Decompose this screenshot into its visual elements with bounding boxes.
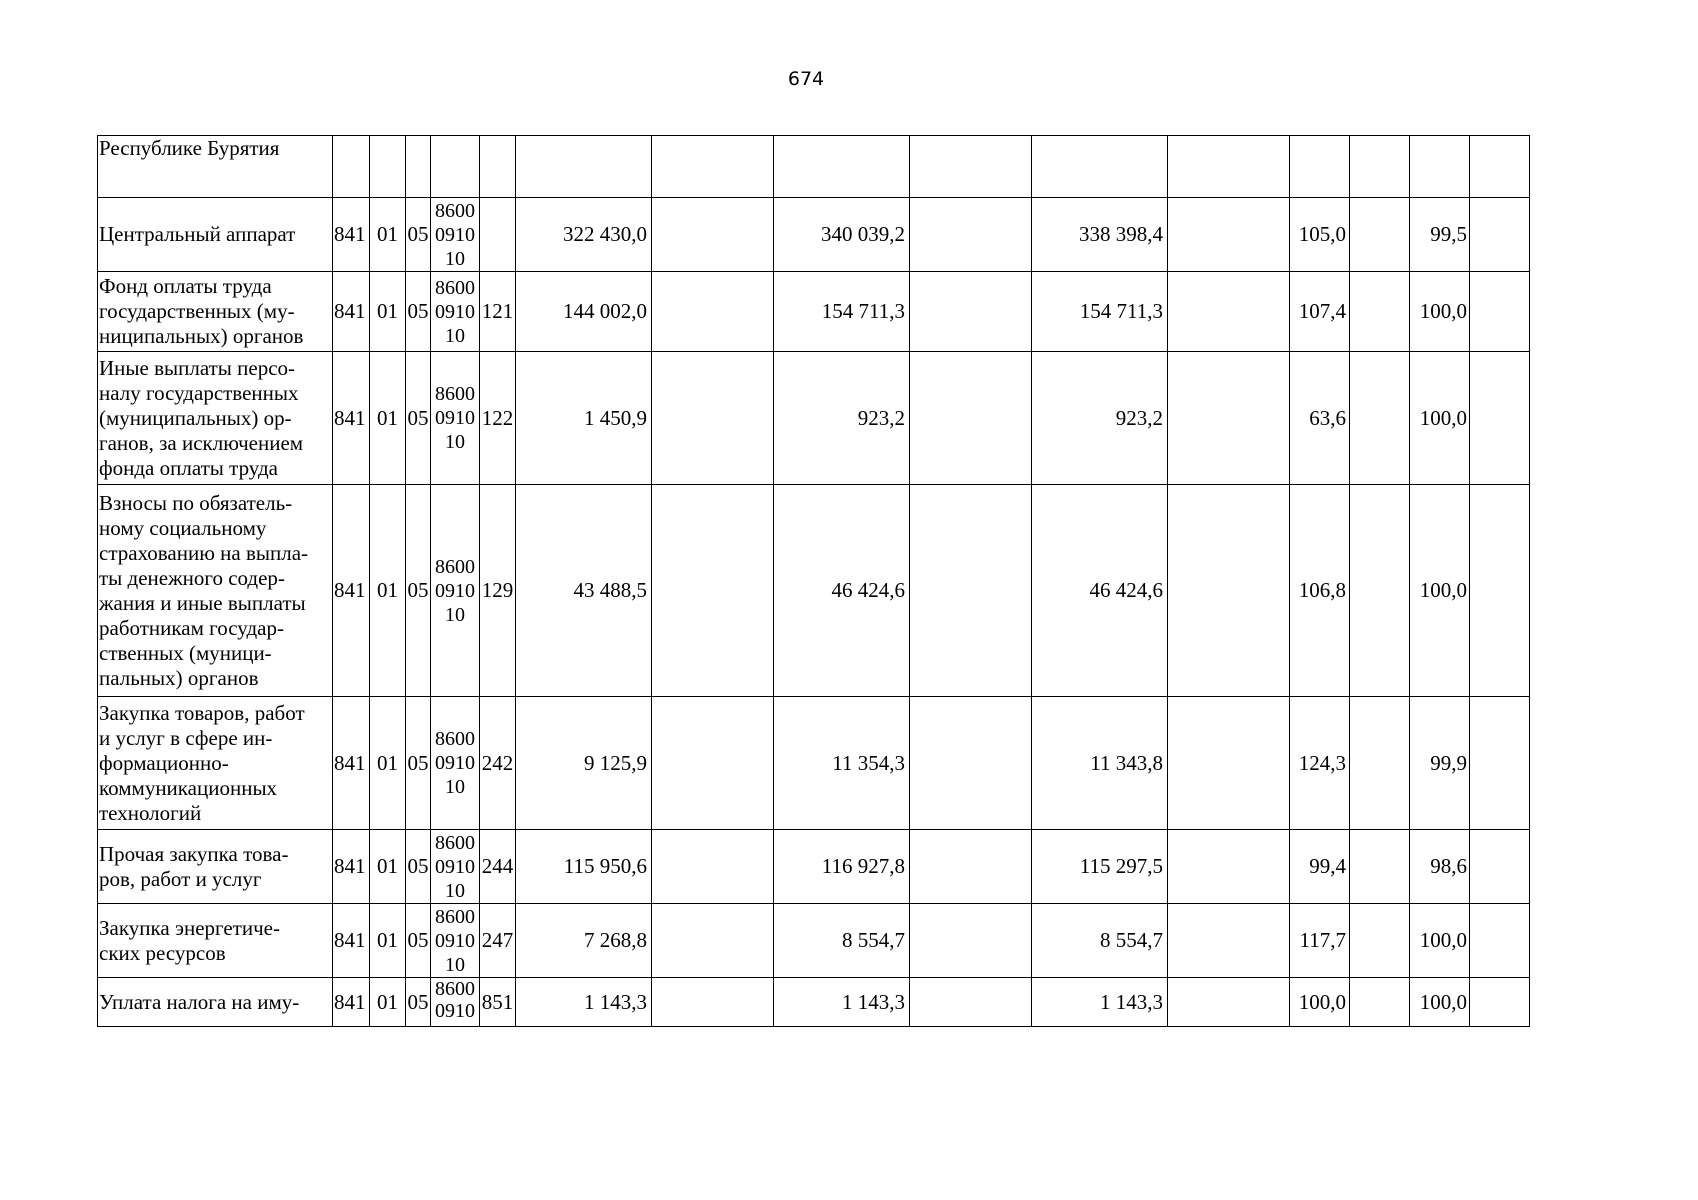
empty-cell [652,904,774,978]
table-row [98,198,1530,272]
empty-cell [910,198,1032,272]
ministry-code-cell: 841 [333,830,370,904]
subsection-code-cell [406,136,431,198]
revised-amount-cell: 116 927,8 [774,830,910,904]
ministry-code-cell: 841 [333,352,370,485]
revised-amount-cell: 340 039,2 [774,198,910,272]
ministry-code-cell [333,136,370,198]
row-name-cell: Уплата налога на иму- [98,978,333,1027]
percent-to-approved-cell: 105,0 [1290,198,1350,272]
empty-cell [1470,978,1530,1027]
percent-to-revised-cell: 100,0 [1410,485,1470,697]
row-name-cell: Прочая закупка това- ров, работ и услуг [98,830,333,904]
empty-cell [1350,697,1410,830]
target-article-cell: 8600 0910 10 [431,697,480,830]
table-row [98,136,1530,198]
percent-to-revised-cell: 99,9 [1410,697,1470,830]
row-name-cell: Фонд оплаты труда государственных (му- ниципальных) органов [98,272,333,352]
empty-cell [910,136,1032,198]
percent-to-approved-cell [1290,136,1350,198]
ministry-code-cell: 841 [333,904,370,978]
percent-to-revised-cell: 100,0 [1410,272,1470,352]
percent-to-revised-cell: 98,6 [1410,830,1470,904]
empty-cell [1350,272,1410,352]
row-name-cell: Закупка энергетиче- ских ресурсов [98,904,333,978]
row-name-cell: Иные выплаты персо- налу государственных (муниципальных) ор- ганов, за исключением фонда оплаты труда [98,352,333,485]
subsection-code-cell: 05 [406,352,431,485]
table-row [98,830,1530,904]
expense-type-cell: 129 [480,485,516,697]
percent-to-approved-cell: 100,0 [1290,978,1350,1027]
empty-cell [652,272,774,352]
expense-type-cell: 121 [480,272,516,352]
executed-amount-cell [1032,136,1168,198]
approved-amount-cell: 144 002,0 [516,272,652,352]
expense-type-cell: 242 [480,697,516,830]
row-name-cell: Республике Бурятия [98,136,333,198]
empty-cell [1470,352,1530,485]
percent-to-revised-cell: 99,5 [1410,198,1470,272]
percent-to-revised-cell [1410,136,1470,198]
section-code-cell: 01 [370,904,406,978]
revised-amount-cell: 46 424,6 [774,485,910,697]
revised-amount-cell: 154 711,3 [774,272,910,352]
subsection-code-cell: 05 [406,272,431,352]
table-row [98,978,1530,1027]
empty-cell [1470,198,1530,272]
table-row [98,904,1530,978]
empty-cell [1168,136,1290,198]
target-article-cell: 8600 0910 10 [431,485,480,697]
target-article-cell: 8600 0910 10 [431,272,480,352]
revised-amount-cell: 8 554,7 [774,904,910,978]
empty-cell [652,830,774,904]
percent-to-revised-cell: 100,0 [1410,352,1470,485]
executed-amount-cell: 46 424,6 [1032,485,1168,697]
empty-cell [1470,136,1530,198]
empty-cell [910,272,1032,352]
empty-cell [1350,352,1410,485]
empty-cell [1470,485,1530,697]
target-article-cell: 8600 0910 10 [431,198,480,272]
approved-amount-cell: 9 125,9 [516,697,652,830]
empty-cell [652,978,774,1027]
revised-amount-cell: 1 143,3 [774,978,910,1027]
section-code-cell [370,136,406,198]
section-code-cell: 01 [370,830,406,904]
target-article-cell: 8600 0910 [431,978,480,1027]
empty-cell [1168,830,1290,904]
empty-cell [652,136,774,198]
empty-cell [910,978,1032,1027]
revised-amount-cell [774,136,910,198]
executed-amount-cell: 338 398,4 [1032,198,1168,272]
revised-amount-cell: 923,2 [774,352,910,485]
expense-type-cell [480,198,516,272]
target-article-cell: 8600 0910 10 [431,830,480,904]
section-code-cell: 01 [370,352,406,485]
empty-cell [910,697,1032,830]
section-code-cell: 01 [370,272,406,352]
subsection-code-cell: 05 [406,198,431,272]
empty-cell [1350,136,1410,198]
expense-type-cell [480,136,516,198]
table-row [98,697,1530,830]
percent-to-approved-cell: 107,4 [1290,272,1350,352]
table-row [98,485,1530,697]
empty-cell [1168,697,1290,830]
ministry-code-cell: 841 [333,485,370,697]
empty-cell [1350,904,1410,978]
row-name-cell: Взносы по обязатель- ному социальному страхованию на выпла- ты денежного содер- жания и иные выплаты работникам государ- ственных (муници- пальных) органов [98,485,333,697]
percent-to-revised-cell: 100,0 [1410,904,1470,978]
section-code-cell: 01 [370,697,406,830]
subsection-code-cell: 05 [406,978,431,1027]
empty-cell [1350,978,1410,1027]
executed-amount-cell: 923,2 [1032,352,1168,485]
empty-cell [652,697,774,830]
empty-cell [652,198,774,272]
approved-amount-cell: 1 450,9 [516,352,652,485]
ministry-code-cell: 841 [333,978,370,1027]
empty-cell [910,830,1032,904]
approved-amount-cell [516,136,652,198]
approved-amount-cell: 322 430,0 [516,198,652,272]
target-article-cell [431,136,480,198]
percent-to-revised-cell: 100,0 [1410,978,1470,1027]
empty-cell [652,352,774,485]
target-article-cell: 8600 0910 10 [431,352,480,485]
empty-cell [1350,485,1410,697]
executed-amount-cell: 11 343,8 [1032,697,1168,830]
empty-cell [1350,830,1410,904]
percent-to-approved-cell: 63,6 [1290,352,1350,485]
executed-amount-cell: 1 143,3 [1032,978,1168,1027]
empty-cell [910,904,1032,978]
target-article-cell: 8600 0910 10 [431,904,480,978]
empty-cell [1168,272,1290,352]
row-name-cell: Центральный аппарат [98,198,333,272]
empty-cell [910,485,1032,697]
percent-to-approved-cell: 117,7 [1290,904,1350,978]
executed-amount-cell: 115 297,5 [1032,830,1168,904]
table-row [98,272,1530,352]
expense-type-cell: 122 [480,352,516,485]
revised-amount-cell: 11 354,3 [774,697,910,830]
empty-cell [1168,198,1290,272]
expense-type-cell: 851 [480,978,516,1027]
empty-cell [1168,904,1290,978]
executed-amount-cell: 8 554,7 [1032,904,1168,978]
empty-cell [1168,485,1290,697]
subsection-code-cell: 05 [406,697,431,830]
percent-to-approved-cell: 124,3 [1290,697,1350,830]
section-code-cell: 01 [370,978,406,1027]
executed-amount-cell: 154 711,3 [1032,272,1168,352]
ministry-code-cell: 841 [333,272,370,352]
subsection-code-cell: 05 [406,830,431,904]
empty-cell [1470,272,1530,352]
percent-to-approved-cell: 99,4 [1290,830,1350,904]
empty-cell [1168,352,1290,485]
percent-to-approved-cell: 106,8 [1290,485,1350,697]
empty-cell [1470,830,1530,904]
row-name-cell: Закупка товаров, работ и услуг в сфере ин- формационно- коммуникационных технологий [98,697,333,830]
section-code-cell: 01 [370,485,406,697]
approved-amount-cell: 7 268,8 [516,904,652,978]
expense-type-cell: 244 [480,830,516,904]
subsection-code-cell: 05 [406,904,431,978]
empty-cell [910,352,1032,485]
section-code-cell: 01 [370,198,406,272]
empty-cell [1350,198,1410,272]
expense-type-cell: 247 [480,904,516,978]
table-row [98,352,1530,485]
ministry-code-cell: 841 [333,697,370,830]
subsection-code-cell: 05 [406,485,431,697]
empty-cell [1470,697,1530,830]
empty-cell [652,485,774,697]
approved-amount-cell: 43 488,5 [516,485,652,697]
approved-amount-cell: 115 950,6 [516,830,652,904]
empty-cell [1168,978,1290,1027]
page-number: 674 [787,68,825,90]
empty-cell [1470,904,1530,978]
budget-table [97,135,1530,1027]
ministry-code-cell: 841 [333,198,370,272]
approved-amount-cell: 1 143,3 [516,978,652,1027]
